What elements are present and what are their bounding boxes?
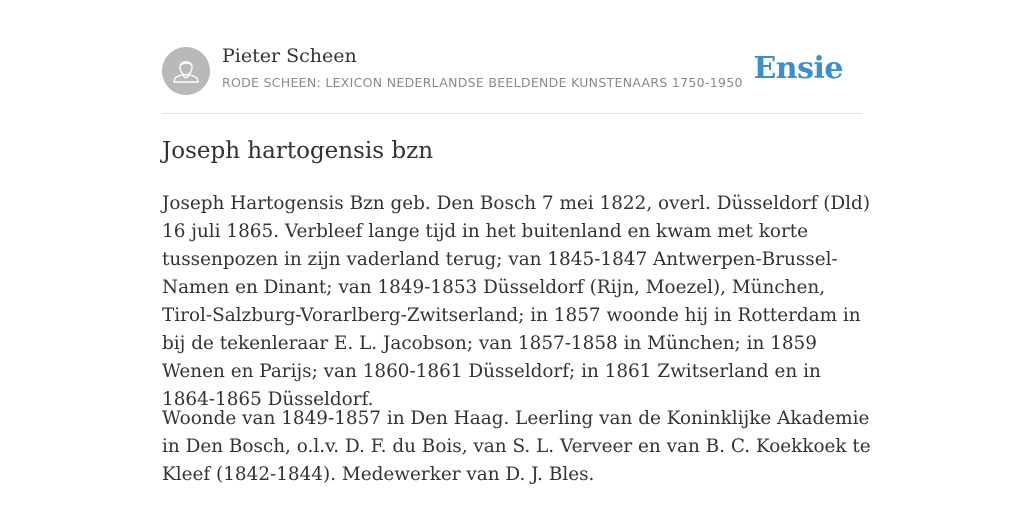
entry-card	[162, 0, 871, 485]
author-name[interactable]: Pieter Scheen	[222, 45, 357, 67]
entry-header	[162, 0, 862, 114]
source-label[interactable]: RODE SCHEEN: LEXICON NEDERLANDSE BEELDENDE KUNSTENAARS 1750-1950	[222, 75, 743, 90]
entry-paragraph-2: Woonde van 1849-1857 in Den Haag. Leerling van de Koninklijke Akademie in Den Bosch, o.l.v. D. F. du Bois, van S. L. Verveer en van B. C. Koekkoek te Kleef (1842-1844). Medewerker van D. J. Bles.	[162, 408, 871, 485]
author-avatar[interactable]	[162, 47, 210, 95]
user-silhouette-icon	[162, 47, 210, 95]
ensie-logo[interactable]: Ensie	[753, 51, 843, 86]
entry-paragraph-1: Joseph Hartogensis Bzn geb. Den Bosch 7 mei 1822, overl. Düsseldorf (Dld) 16 juli 1865. Verbleef lange tijd in het buitenland en kwam met korte tussenpozen in zijn vaderland terug; van 1845-1847 Antwerpen-Brussel-Namen en Dinant; van 1849-1853 Düsseldorf (Rijn, Moezel), München, Tirol-Salzburg-Vorarlberg-Zwitserland; in 1857 woonde hij in Rotterdam in bij de tekenleraar E. L. Jacobson; van 1857-1858 in München; in 1859 Wenen en Parijs; van 1860-1861 Düsseldorf; in 1861 Zwitserland en in 1864-1865 Düsseldorf.	[162, 193, 871, 410]
entry-title: Joseph hartogensis bzn	[162, 138, 434, 164]
